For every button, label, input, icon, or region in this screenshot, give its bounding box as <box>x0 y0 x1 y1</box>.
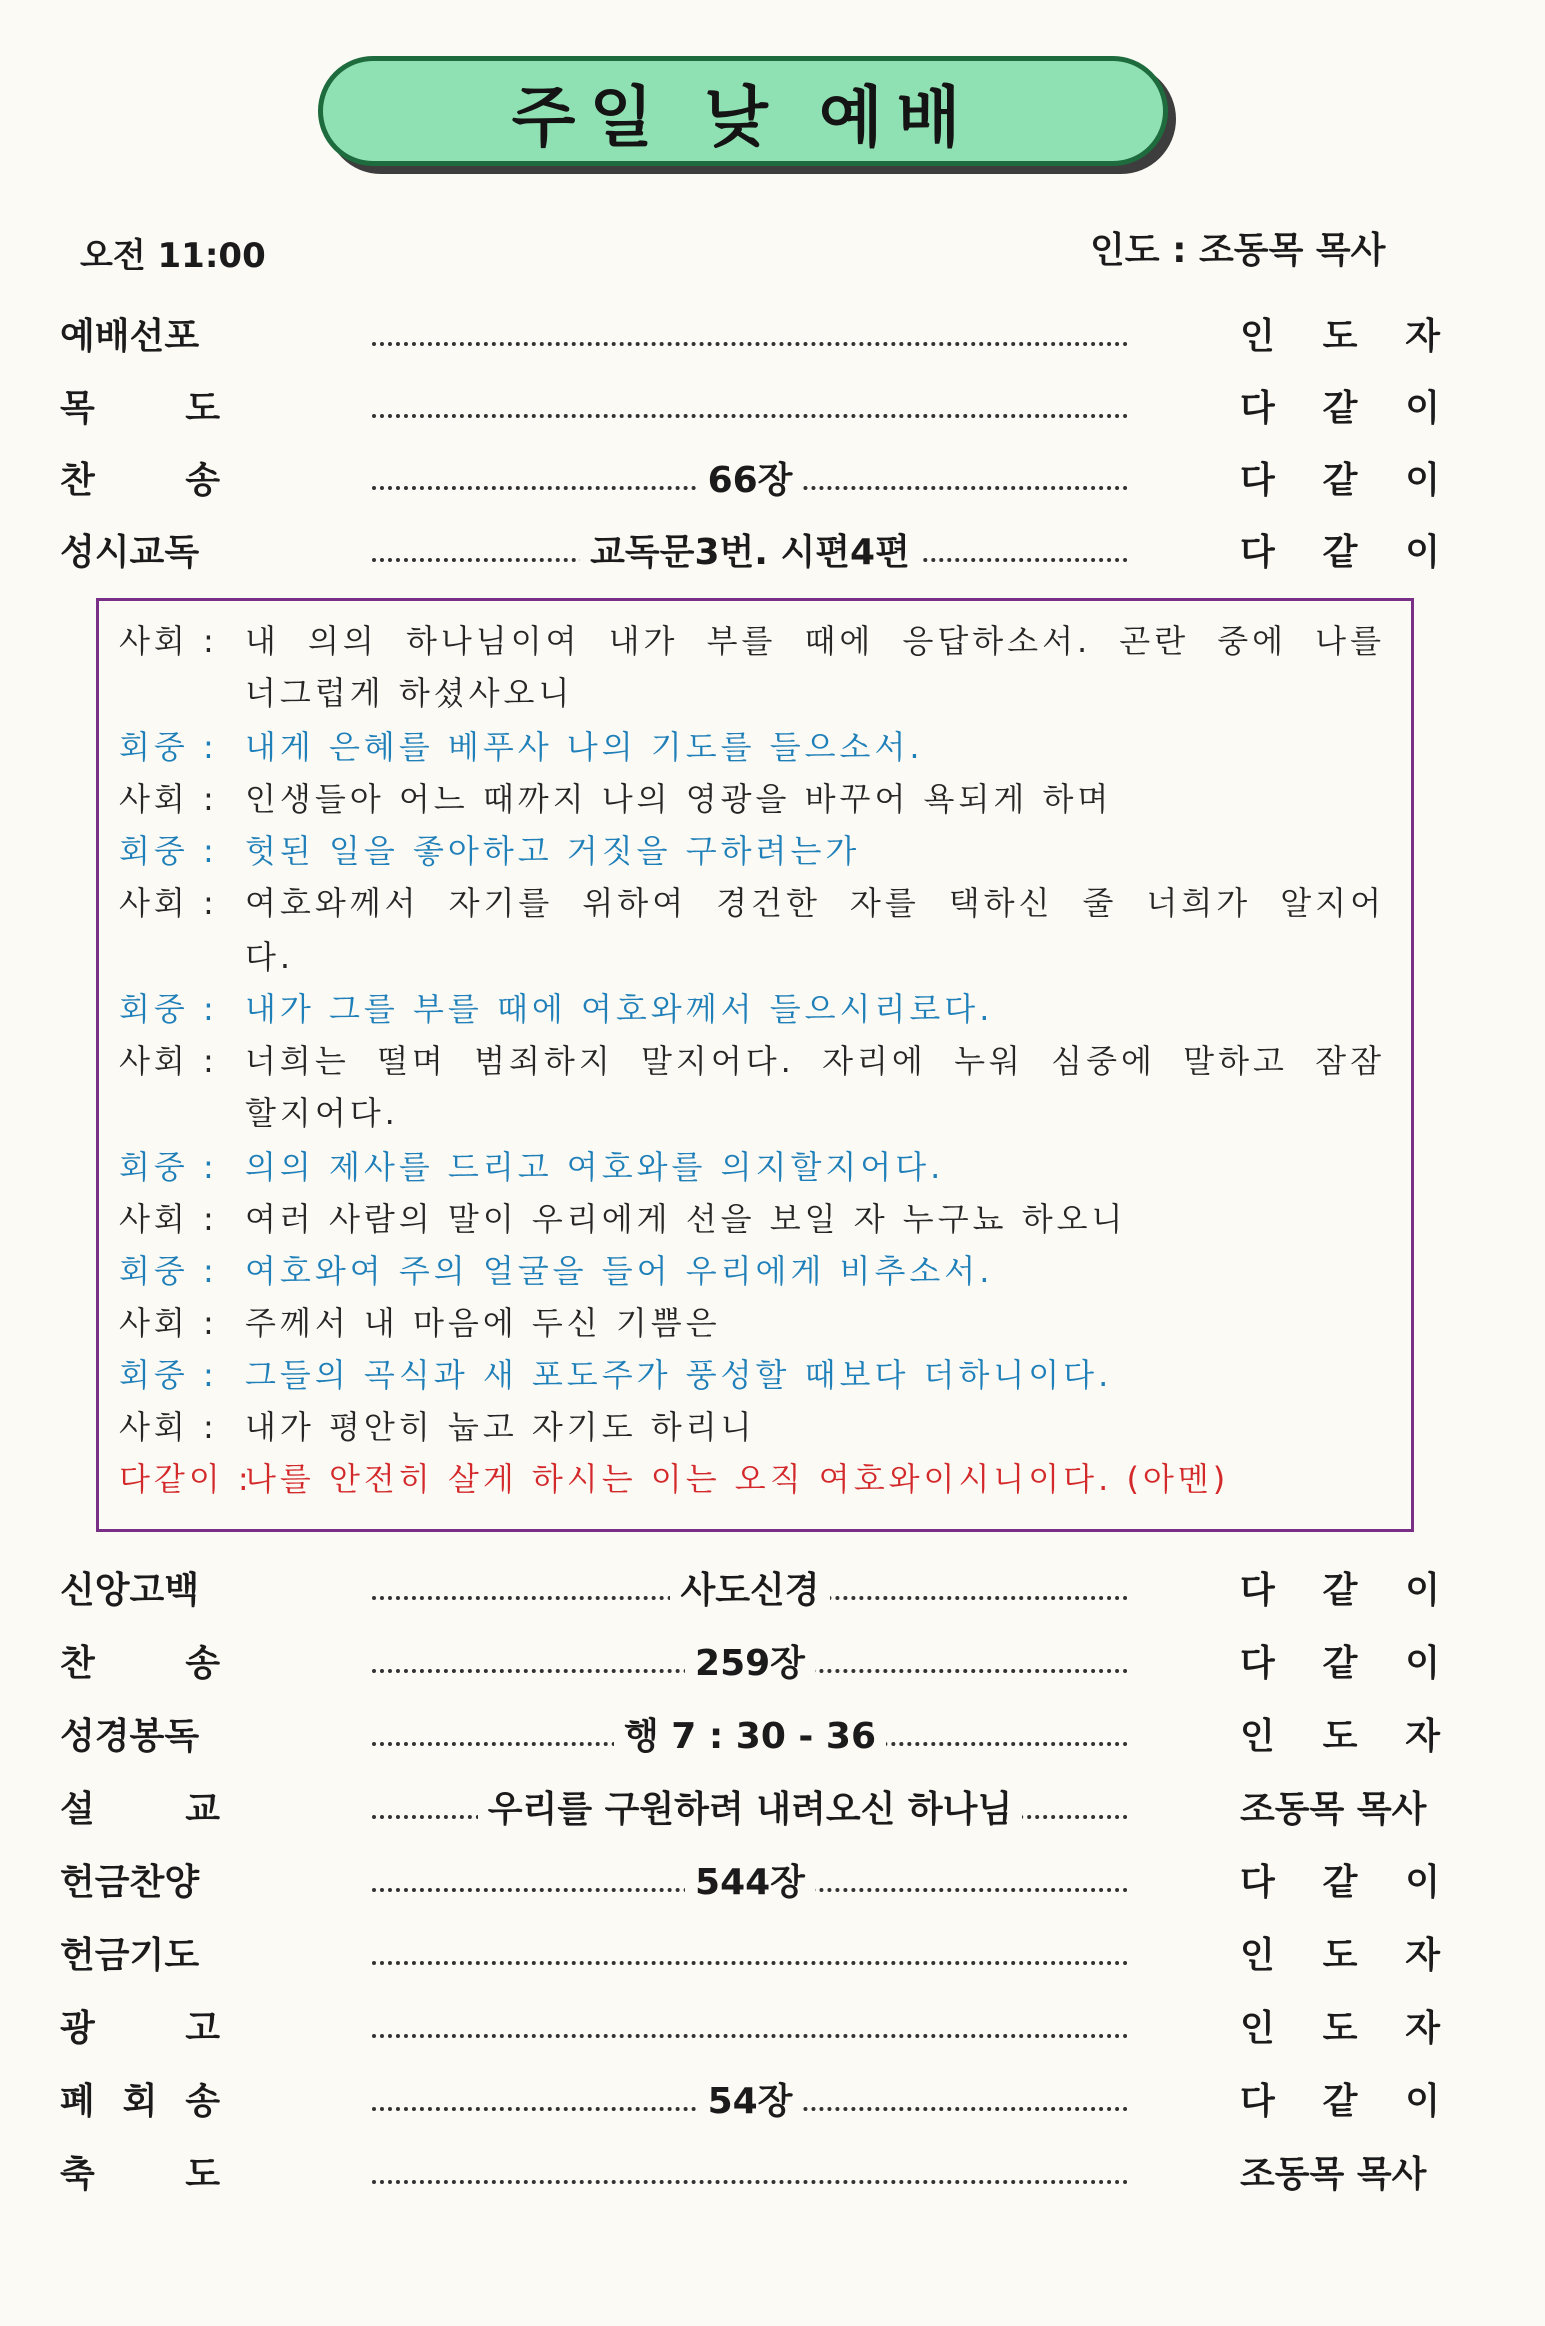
speaker-tag: 다같이 : <box>119 1460 253 1498</box>
speaker-tag: 회중 : <box>119 832 218 870</box>
speaker-tag: 사회 : <box>119 1200 218 1238</box>
order-row <box>0 380 1545 440</box>
order-item-performer: 다 같 이 <box>1240 532 1440 573</box>
speaker-tag: 회중 : <box>119 1148 218 1186</box>
order-item-performer: 인 도 자 <box>1240 316 1440 357</box>
order-item-performer: 다 같 이 <box>1240 2081 1440 2122</box>
order-row <box>0 1708 1545 1768</box>
reading-text: 할지어다. <box>245 1094 399 1132</box>
order-item-label: 헌금찬양 <box>60 1862 200 1903</box>
reading-text: 여호와여 주의 얼굴을 들어 우리에게 비추소서. <box>245 1252 994 1290</box>
speaker-tag: 사회 : <box>119 1304 218 1342</box>
dot-leader <box>372 2014 1128 2038</box>
order-row <box>0 308 1545 368</box>
order-item-detail: 우리를 구원하려 내려오신 하나님 <box>372 1781 1128 1832</box>
order-item-label: 축 도 <box>60 2154 220 2195</box>
speaker-tag: 사회 : <box>119 1408 218 1446</box>
order-item-performer: 조동목 목사 <box>1240 1789 1427 1830</box>
page-title-banner <box>318 56 1168 166</box>
reading-text: 너희는 떨며 범죄하지 말지어다. 자리에 누워 심중에 말하고 잠잠 <box>245 1042 1385 1080</box>
speaker-tag: 사회 : <box>119 780 218 818</box>
order-item-performer: 다 같 이 <box>1240 460 1440 501</box>
order-item-detail: 66장 <box>372 452 1128 503</box>
speaker-tag: 회중 : <box>119 990 218 1028</box>
order-item-performer: 인 도 자 <box>1240 1716 1440 1757</box>
order-item-performer: 다 같 이 <box>1240 1570 1440 1611</box>
order-item-label: 신앙고백 <box>60 1570 200 1611</box>
dot-leader <box>372 1941 1128 1965</box>
order-row <box>0 1781 1545 1841</box>
order-item-label: 찬 송 <box>60 460 220 501</box>
reading-text: 내게 은혜를 베푸사 나의 기도를 들으소서. <box>245 728 924 766</box>
order-item-performer: 인 도 자 <box>1240 1935 1440 1976</box>
dot-leader <box>372 2160 1128 2184</box>
reading-text: 내가 그를 부를 때에 여호와께서 들으시리로다. <box>245 990 994 1028</box>
order-item-detail: 사도신경 <box>372 1562 1128 1613</box>
dot-leader <box>372 322 1128 346</box>
order-row <box>0 2146 1545 2206</box>
order-item-label: 성시교독 <box>60 532 200 573</box>
order-row <box>0 1562 1545 1622</box>
order-item-performer: 다 같 이 <box>1240 1643 1440 1684</box>
speaker-tag: 사회 : <box>119 622 218 660</box>
reading-text: 내 의의 하나님이여 내가 부를 때에 응답하소서. 곤란 중에 나를 <box>245 622 1385 660</box>
order-row <box>0 1635 1545 1695</box>
reading-text: 너그럽게 하셨사오니 <box>245 674 574 712</box>
reading-text: 인생들아 어느 때까지 나의 영광을 바꾸어 욕되게 하며 <box>245 780 1113 818</box>
responsive-reading-box <box>96 598 1414 1532</box>
order-item-label: 폐 회 송 <box>60 2081 220 2122</box>
order-item-label: 헌금기도 <box>60 1935 200 1976</box>
order-item-label: 설 교 <box>60 1789 220 1830</box>
speaker-tag: 사회 : <box>119 1042 218 1080</box>
reading-text: 주께서 내 마음에 두신 기쁨은 <box>245 1304 721 1342</box>
order-item-label: 예배선포 <box>60 316 200 357</box>
order-item-detail: 544장 <box>372 1854 1128 1905</box>
order-item-performer: 조동목 목사 <box>1240 2154 1427 2195</box>
reading-text: 그들의 곡식과 새 포도주가 풍성할 때보다 더하니이다. <box>245 1356 1113 1394</box>
order-row <box>0 524 1545 584</box>
presider: 인도 : 조동목 목사 <box>1090 230 1386 271</box>
reading-text: 내가 평안히 눕고 자기도 하리니 <box>245 1408 756 1446</box>
order-item-detail: 54장 <box>372 2073 1128 2124</box>
order-item-performer: 다 같 이 <box>1240 388 1440 429</box>
service-time: 오전 11:00 <box>80 236 266 276</box>
speaker-tag: 회중 : <box>119 728 218 766</box>
reading-text: 헛된 일을 좋아하고 거짓을 구하려는가 <box>245 832 861 870</box>
reading-text: 다. <box>245 938 295 976</box>
order-item-label: 찬 송 <box>60 1643 220 1684</box>
order-item-label: 목 도 <box>60 388 220 429</box>
order-item-performer: 인 도 자 <box>1240 2008 1440 2049</box>
order-row <box>0 452 1545 512</box>
order-item-detail: 259장 <box>372 1635 1128 1686</box>
order-row <box>0 2000 1545 2060</box>
order-item-detail: 교독문3번. 시편4편 <box>372 524 1128 575</box>
speaker-tag: 사회 : <box>119 884 218 922</box>
speaker-tag: 회중 : <box>119 1356 218 1394</box>
dot-leader <box>372 394 1128 418</box>
order-row <box>0 1927 1545 1987</box>
order-item-label: 광 고 <box>60 2008 220 2049</box>
reading-text: 의의 제사를 드리고 여호와를 의지할지어다. <box>245 1148 945 1186</box>
order-row <box>0 1854 1545 1914</box>
order-item-detail: 행 7 : 30 - 36 <box>372 1708 1128 1759</box>
reading-text: 여호와께서 자기를 위하여 경건한 자를 택하신 줄 너희가 알지어 <box>245 884 1385 922</box>
reading-text: 여러 사람의 말이 우리에게 선을 보일 자 누구뇨 하오니 <box>245 1200 1127 1238</box>
order-row <box>0 2073 1545 2133</box>
speaker-tag: 회중 : <box>119 1252 218 1290</box>
order-item-performer: 다 같 이 <box>1240 1862 1440 1903</box>
page-title: 주일 낮 예배 <box>511 78 975 156</box>
order-item-label: 성경봉독 <box>60 1716 200 1757</box>
reading-text: 나를 안전히 살게 하시는 이는 오직 여호와이시니이다. (아멘) <box>245 1460 1230 1498</box>
